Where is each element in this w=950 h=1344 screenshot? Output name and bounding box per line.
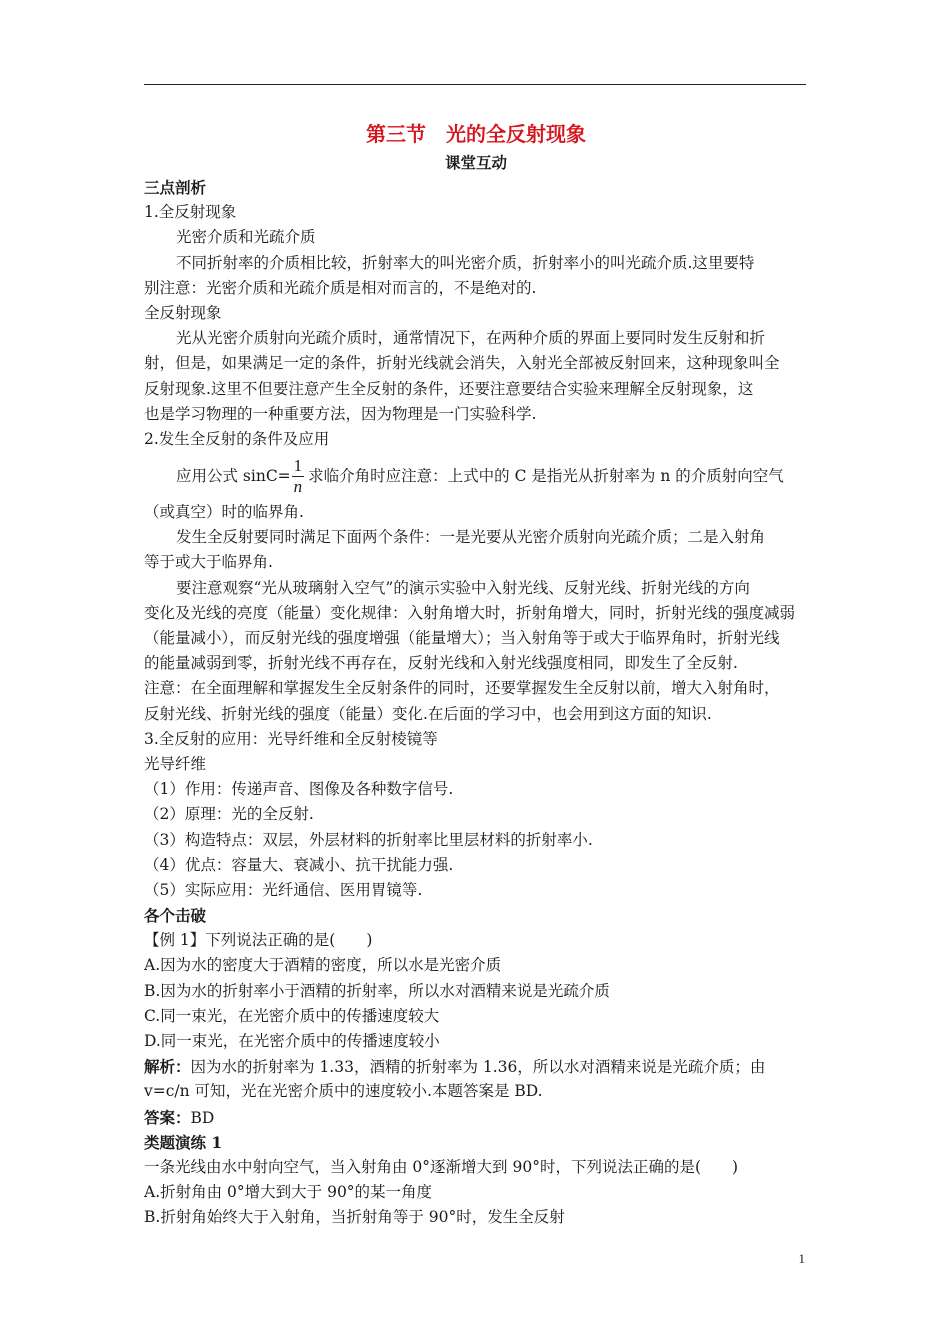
- paragraph-line: （或真空）时的临界角.: [144, 503, 304, 522]
- example-question: 【例 1】下列说法正确的是( ): [144, 931, 373, 950]
- answer-value: BD: [190, 1108, 215, 1127]
- point-1-heading: 1.全反射现象: [144, 203, 237, 222]
- list-item: （5）实际应用：光纤通信、医用胃镜等.: [144, 880, 423, 899]
- paragraph-line: 发生全反射要同时满足下面两个条件：一是光要从光密介质射向光疏介质；二是入射角: [176, 528, 766, 547]
- formula-line: [144, 452, 808, 500]
- list-item: （2）原理：光的全反射.: [144, 805, 314, 824]
- list-item: （1）作用：传递声音、图像及各种数字信号.: [144, 780, 454, 799]
- option-a: A.因为水的密度大于酒精的密度，所以水是光密介质: [144, 956, 502, 975]
- page-subtitle: 课堂互动: [444, 153, 507, 172]
- paragraph-line: 别注意：光密介质和光疏介质是相对而言的，不是绝对的.: [144, 278, 537, 297]
- paragraph-line: 不同折射率的介质相比较，折射率大的叫光密介质，折射率小的叫光疏介质.这里要特: [176, 253, 755, 272]
- note-line: 注意：在全面理解和掌握发生全反射条件的同时，还要掌握发生全反射以前，增大入射角时，: [144, 679, 780, 698]
- fraction-1-over-n: [292, 456, 305, 497]
- section-heading-analysis: 三点剖析: [144, 178, 207, 197]
- paragraph-line: （能量减小），而反射光线的强度增强（能量增大）；当入射角等于或大于临界角时，折射光线: [144, 629, 780, 647]
- option-c: C.同一束光，在光密介质中的传播速度较大: [144, 1006, 440, 1025]
- paragraph-line: 反射现象.这里不但要注意产生全反射的条件，还要注意要结合实验来理解全反射现象，这: [144, 379, 754, 398]
- fraction-denominator: n: [293, 476, 303, 496]
- point-1-subheading: 光密介质和光疏介质: [176, 228, 316, 247]
- document-body: [144, 118, 808, 1231]
- practice-option-a: A.折射角由 0°增大到大于 90°的某一角度: [144, 1183, 433, 1202]
- page-number: 1: [798, 1251, 805, 1266]
- option-b: B.因为水的折射率小于酒精的折射率，所以水对酒精来说是光疏介质: [144, 981, 610, 1000]
- point-3-subheading: 光导纤维: [144, 754, 207, 773]
- analysis-label: 解析：: [144, 1057, 191, 1077]
- paragraph-line: 光从光密介质射向光疏介质时，通常情况下，在两种介质的界面上要同时发生反射和折: [176, 329, 766, 348]
- practice-heading: 类题演练 1: [144, 1132, 223, 1152]
- formula-prefix: 应用公式 sinC=: [176, 466, 291, 485]
- analysis-line: [144, 1054, 808, 1079]
- option-d: D.同一束光，在光密介质中的传播速度较小: [144, 1032, 440, 1050]
- paragraph-line: 也是学习物理的一种重要方法，因为物理是一门实验科学.: [144, 404, 537, 423]
- page-title: 第三节 光的全反射现象: [366, 122, 586, 146]
- header-rule: [144, 84, 806, 85]
- point-3-heading: 3.全反射的应用：光导纤维和全反射棱镜等: [144, 729, 438, 748]
- practice-question: 一条光线由水中射向空气，当入射角由 0°逐渐增大到 90°时，下列说法正确的是( ): [144, 1157, 739, 1176]
- paragraph-line: 等于或大于临界角.: [144, 553, 273, 572]
- analysis-line-2: v=c/n 可知，光在光密介质中的速度较小.本题答案是 BD.: [144, 1082, 543, 1101]
- practice-option-b: B.折射角始终大于入射角，当折射角等于 90°时，发生全反射: [144, 1208, 565, 1227]
- analysis-text: 因为水的折射率为 1.33，酒精的折射率为 1.36，所以水对酒精来说是光疏介质；由: [190, 1058, 766, 1077]
- list-item: （3）构造特点：双层，外层材料的折射率比里层材料的折射率小.: [144, 830, 593, 849]
- paragraph-line: 要注意观察“光从玻璃射入空气”的演示实验中入射光线、反射光线、折射光线的方向: [176, 578, 750, 597]
- answer-label: 答案：: [144, 1107, 191, 1127]
- list-item: （4）优点：容量大、衰减小、抗干扰能力强.: [144, 855, 454, 874]
- formula-suffix: 求临介角时应注意：上式中的 C 是指光从折射率为 n 的介质射向空气: [308, 466, 784, 485]
- fraction-numerator: 1: [293, 455, 303, 475]
- paragraph-line: 的能量减弱到零，折射光线不再存在，反射光线和入射光线强度相同，即发生了全反射.: [144, 654, 738, 673]
- note-line: 反射光线、折射光线的强度（能量）变化.在后面的学习中，也会用到这方面的知识.: [144, 704, 712, 723]
- paragraph-line: 射，但是，如果满足一定的条件，折射光线就会消失，入射光全部被反射回来，这种现象叫全: [144, 354, 780, 373]
- point-1-subheading-2: 全反射现象: [144, 303, 222, 322]
- paragraph-line: 变化及光线的亮度（能量）变化规律：入射角增大时，折射角增大，同时，折射光线的强度减弱: [144, 603, 796, 622]
- answer-line: [144, 1105, 808, 1130]
- point-2-heading: 2.发生全反射的条件及应用: [144, 429, 330, 448]
- section-heading-breakthrough: 各个击破: [144, 906, 207, 926]
